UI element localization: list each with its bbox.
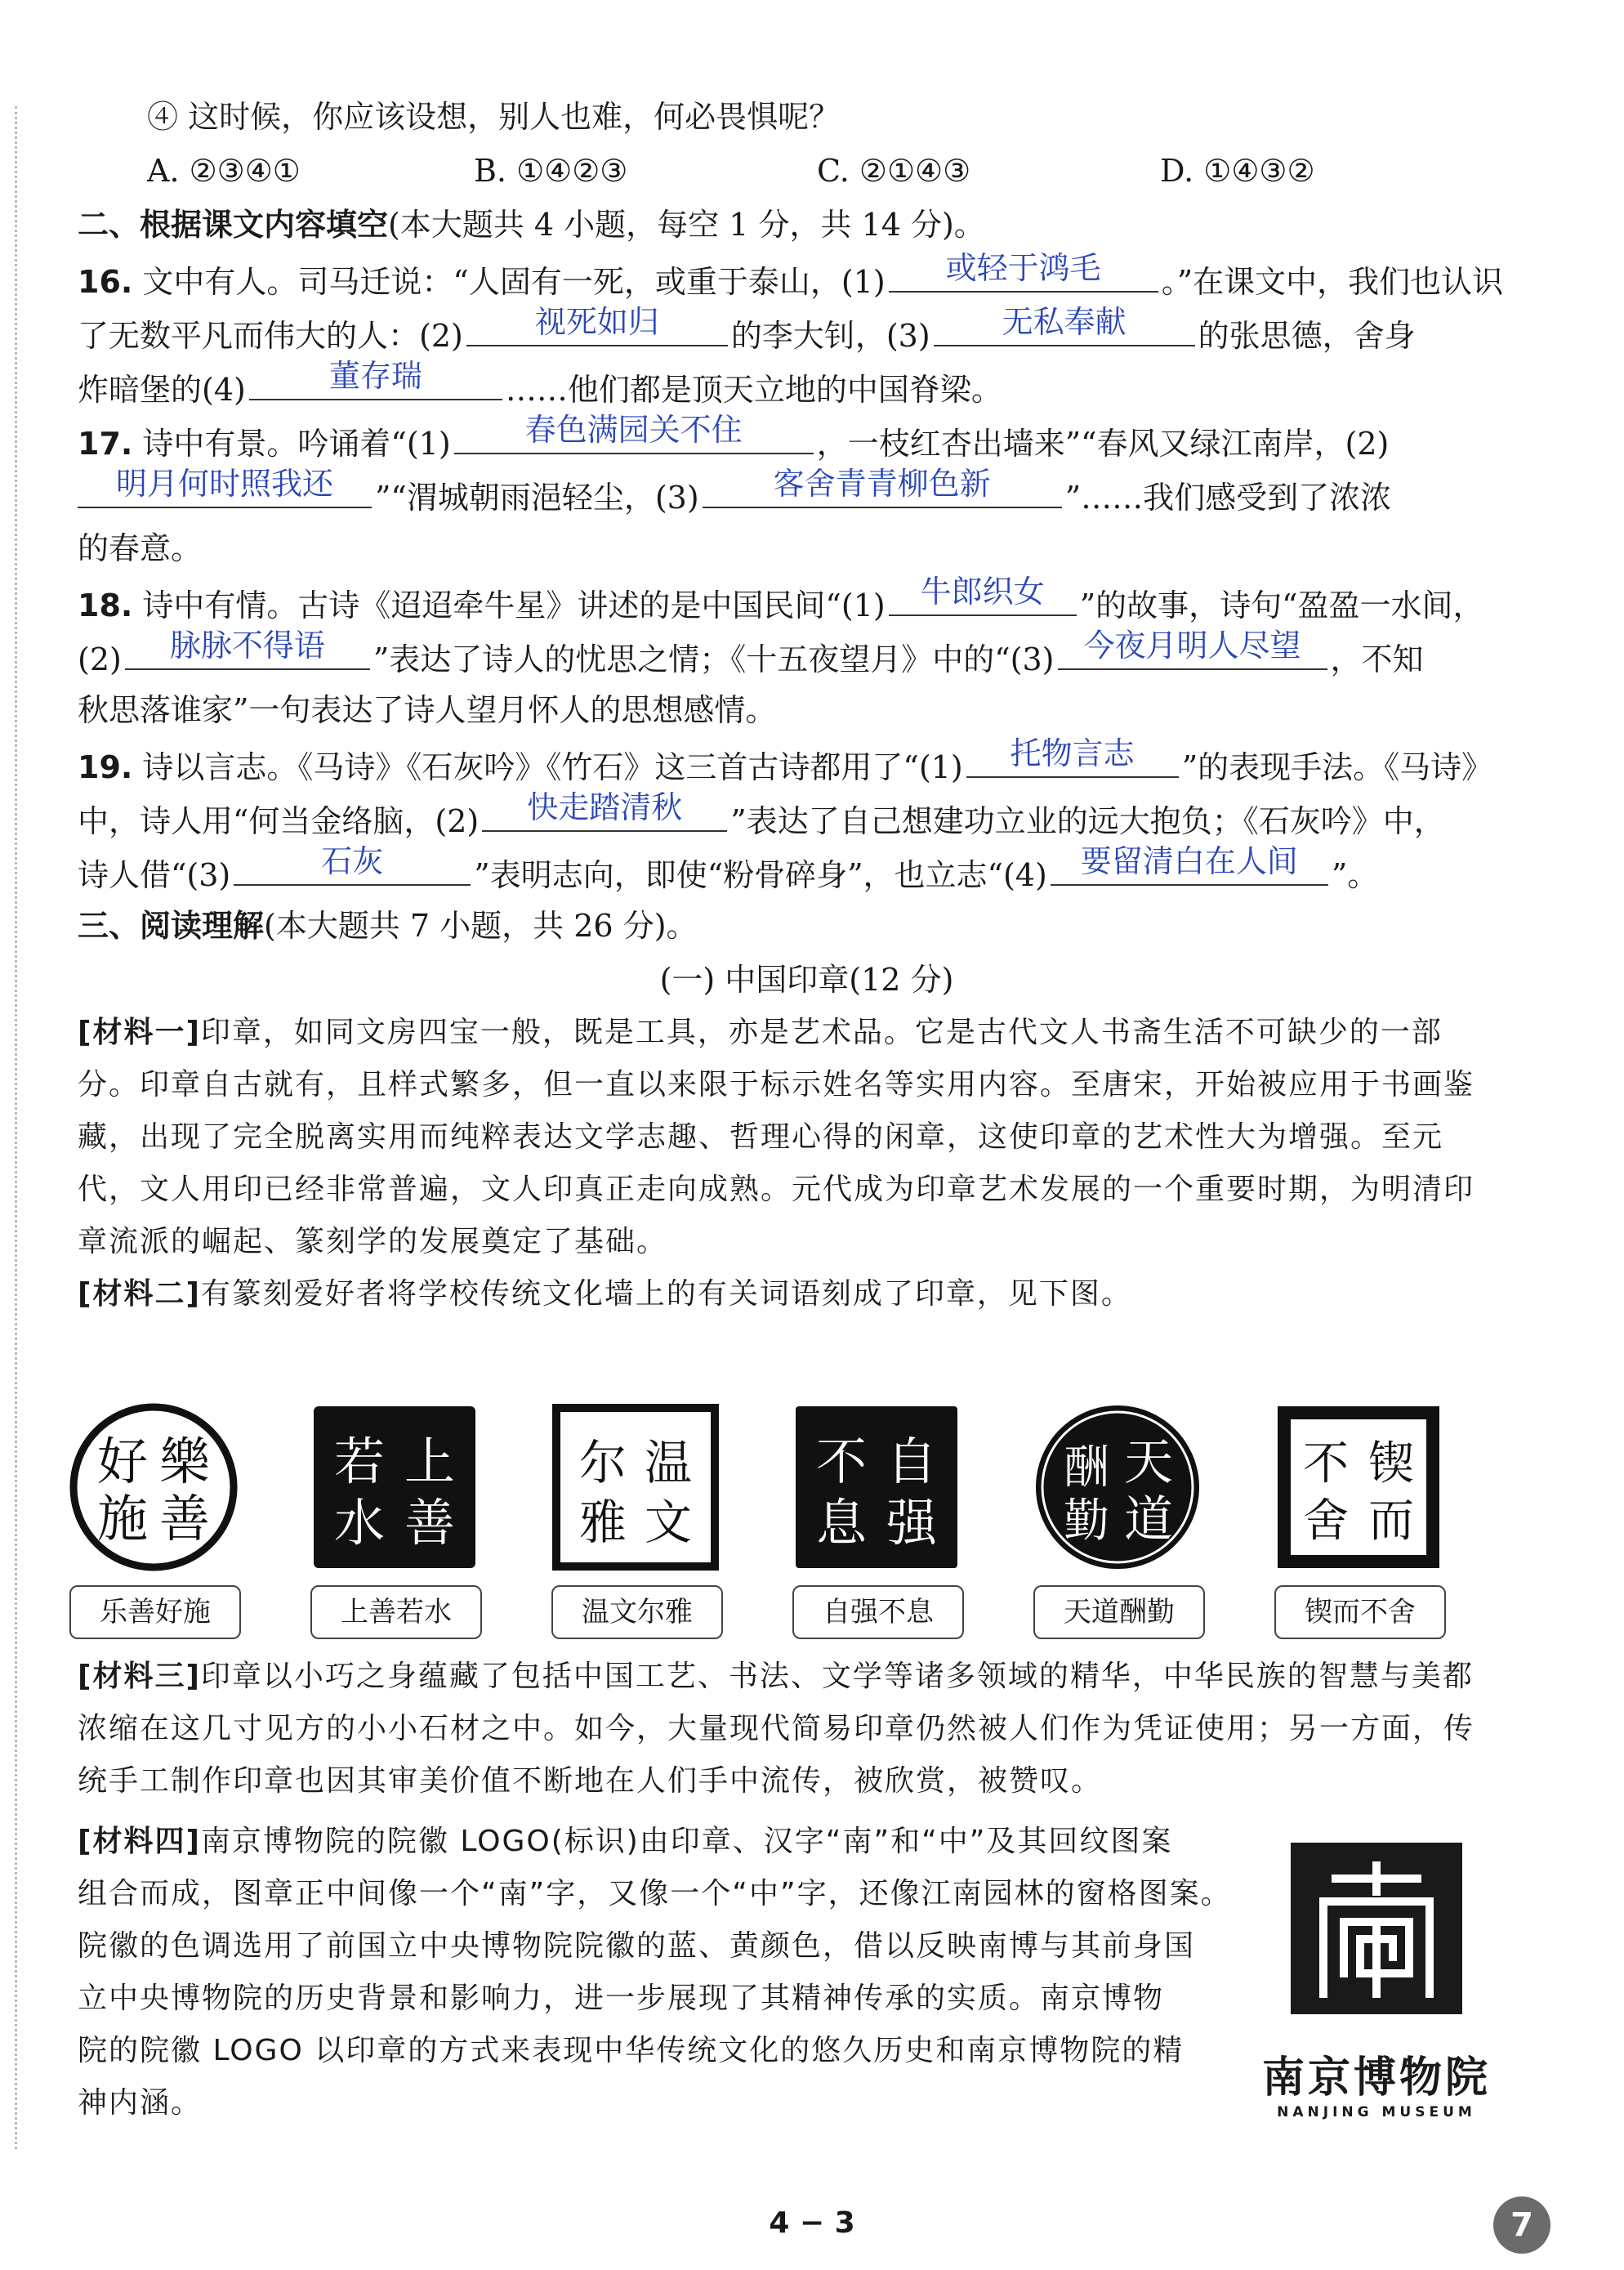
q17-line1 — [78, 413, 1536, 467]
q15-option-d: D. ①④③② — [1160, 153, 1315, 189]
q19-answer4: 要留清白在人间 — [1080, 843, 1298, 879]
seal-image-wen-wen-er-ya — [550, 1401, 721, 1573]
material1-line: 代，文人用印已经非常普遍，文人印真正走向成熟。元代成为印章艺术发展的一个重要时期，为明清印 — [78, 1173, 1475, 1206]
q17-blank2[interactable] — [78, 467, 372, 508]
q19-text4: ”表达了自己想建功立业的远大抱负；《石灰吟》中， — [730, 803, 1445, 839]
section3-title: 三、阅读理解 — [78, 908, 265, 944]
seal1-glyph-2: 善 — [158, 1489, 211, 1548]
material4-label: [材料四] — [78, 1825, 201, 1858]
seal-caption: 上善若水 — [310, 1585, 482, 1639]
seal5-glyph-1: 天 — [1124, 1434, 1173, 1491]
q19-line3 — [78, 845, 1536, 899]
seal2-glyph-1: 上 — [404, 1432, 456, 1491]
logo-english-name: NANJING MUSEUM — [1277, 2104, 1476, 2120]
q16-answer4: 董存瑞 — [328, 358, 422, 394]
material3 — [78, 1651, 1536, 1808]
section3-heading — [78, 899, 1536, 953]
q16-number: 16. — [78, 264, 133, 300]
q18-answer1: 牛郎织女 — [920, 574, 1045, 610]
material4-line: 院的院徽 LOGO 以印章的方式来表现中华传统文化的悠久历史和南京博物院的精 — [78, 2034, 1185, 2067]
q18-text4: ”表达了诗人的忧思之情；《十五夜望月》中的“(3) — [373, 641, 1055, 677]
q17-text4: ”……我们感受到了浓浓 — [1064, 480, 1392, 516]
seal5-glyph-2: 道 — [1124, 1491, 1173, 1548]
seal2-glyph-2: 善 — [404, 1493, 456, 1553]
q17-line3 — [78, 521, 1536, 575]
q18-blank3[interactable] — [1058, 629, 1327, 670]
material4-line: 立中央博物院的历史背景和影响力，进一步展现了其精神传承的实质。南京博物 — [78, 1982, 1165, 2015]
seal-caption: 温文尔雅 — [551, 1585, 723, 1639]
material1-label: [材料一] — [78, 1016, 201, 1049]
q15-options — [78, 144, 1536, 198]
material4-line: 组合而成，图章正中间像一个“南”字，又像一个“中”字，还像江南园林的窗格图案。 — [78, 1877, 1232, 1910]
section2-heading — [78, 198, 1536, 252]
material1 — [78, 1007, 1536, 1268]
q16-line2 — [78, 306, 1536, 360]
q18-number: 18. — [78, 588, 133, 623]
q19-blank4[interactable] — [1051, 845, 1328, 886]
q19-answer2: 快走踏清秋 — [527, 789, 683, 825]
q15-option-a: A. ②③④① — [147, 153, 301, 189]
q16-text6: 炸暗堡的(4) — [78, 372, 246, 408]
seal3-glyph-1: 温 — [644, 1435, 693, 1490]
seal3-glyph-3: 尔 — [578, 1435, 627, 1490]
seal6-glyph-4: 舍 — [1303, 1495, 1349, 1548]
material4 — [78, 1816, 1254, 2129]
q16-blank3[interactable] — [934, 306, 1195, 346]
q19-answer3: 石灰 — [321, 843, 384, 879]
q18-line3 — [78, 683, 1536, 737]
material3-text: 印章以小巧之身蕴藏了包括中国工艺、书法、文学等诸多领域的精华，中华民族的智慧与美都 — [200, 1660, 1474, 1693]
q16-blank4[interactable] — [249, 360, 502, 400]
q15-option-b: B. ①④②③ — [474, 153, 628, 189]
binding-margin-dotted-line — [15, 106, 17, 2149]
seal-image-tian-dao-chou-qin — [1032, 1401, 1203, 1573]
q16-text1: 文中有人。司马迁说：“人固有一死，或重于泰山，(1) — [142, 264, 886, 300]
q17-answer2: 明月何时照我还 — [115, 466, 333, 502]
q16-text4: 的李大钊，(3) — [730, 318, 930, 354]
seal-image-qie-er-bu-she — [1273, 1401, 1444, 1573]
material1-line: 藏，出现了完全脱离实用而纯粹表达文学志趣、哲理心得的闲章，这使印章的艺术性大为增强。至元 — [78, 1120, 1444, 1154]
material3-label: [材料三] — [78, 1660, 201, 1693]
q15-option-c: C. ②①④③ — [817, 153, 971, 189]
q19-text3: 中，诗人用“何当金络脑，(2) — [78, 803, 480, 839]
seal4-glyph-1: 自 — [886, 1432, 938, 1491]
q19-text6: ”表明志向，即使“粉骨碎身”，也立志“(4) — [474, 857, 1047, 893]
logo-chinese-name: 南京博物院 — [1261, 2053, 1491, 2102]
seal-caption: 乐善好施 — [69, 1585, 241, 1639]
section2-title: 二、根据课文内容填空 — [78, 207, 389, 243]
material4-line: 院徽的色调选用了前国立中央博物院院徽的蓝、黄颜色，借以反映南博与其前身国 — [78, 1929, 1196, 1963]
q17-blank1[interactable] — [454, 413, 814, 454]
seal-caption: 锲而不舍 — [1274, 1585, 1446, 1639]
q19-line2 — [78, 791, 1536, 845]
nanjing-museum-logo-emblem — [1291, 1843, 1462, 2014]
q16-answer1: 或轻于鸿毛 — [945, 250, 1101, 286]
q16-answer2: 视死如归 — [534, 304, 659, 340]
material4-text: 南京博物院的院徽 LOGO(标识)由印章、汉字“南”和“中”及其回纹图案 — [200, 1825, 1173, 1858]
material3-line: 浓缩在这几寸见方的小小石材之中。如今，大量现代简易印章仍然被人们作为凭证使用；另一方面，传 — [78, 1712, 1475, 1745]
q19-blank3[interactable] — [234, 845, 471, 886]
q16-text7: ……他们都是顶天立地的中国脊梁。 — [505, 372, 1002, 408]
q18-text3: (2) — [78, 641, 122, 677]
q18-blank1[interactable] — [889, 575, 1077, 616]
q17-text1: 诗中有景。吟诵着“(1) — [142, 426, 451, 462]
seal4-glyph-3: 不 — [815, 1432, 868, 1491]
q19-text2: ”的表现手法。《马诗》 — [1181, 749, 1493, 785]
material4-line: 神内涵。 — [78, 2086, 203, 2120]
q19-blank1[interactable] — [966, 737, 1179, 778]
seal-gallery — [64, 1401, 1452, 1647]
seal-caption: 自强不息 — [792, 1585, 964, 1639]
seal1-glyph-3: 好 — [96, 1432, 149, 1491]
material2-text: 有篆刻爱好者将学校传统文化墙上的有关词语刻成了印章，见下图。 — [200, 1277, 1132, 1311]
seal4-glyph-2: 强 — [886, 1493, 938, 1553]
seal-caption: 天道酬勤 — [1033, 1585, 1205, 1639]
material1-line — [78, 1007, 1536, 1059]
q19-blank2[interactable] — [482, 791, 727, 832]
q19-line1 — [78, 737, 1536, 791]
material1-text: 印章，如同文房四宝一般，既是工具，亦是艺术品。它是古代文人书斋生活不可缺少的一部 — [200, 1016, 1443, 1049]
seal1-glyph-1: 樂 — [158, 1432, 211, 1491]
seal1-glyph-4: 施 — [96, 1489, 149, 1548]
q17-answer1: 春色满园关不住 — [524, 412, 743, 448]
q16-text3: 了无数平凡而伟大的人：(2) — [78, 318, 463, 354]
q19-answer1: 托物言志 — [1010, 735, 1135, 771]
seal-image-le-shan-hao-shi — [68, 1401, 239, 1573]
q18-text2: ”的故事，诗句“盈盈一水间， — [1079, 588, 1484, 623]
q17-answer3: 客舍青青柳色新 — [773, 466, 991, 502]
section3-note: (本大题共 7 小题，共 26 分)。 — [264, 908, 698, 944]
q16-blank2[interactable] — [466, 306, 728, 346]
page-footer-code: 4 − 3 — [769, 2206, 855, 2240]
q18-answer2: 脉脉不得语 — [169, 628, 325, 664]
q16-answer3: 无私奉献 — [1002, 304, 1127, 340]
q17-line2 — [78, 467, 1536, 521]
q16-text5: 的张思德，舍身 — [1198, 318, 1416, 354]
material3-line — [78, 1651, 1536, 1703]
seal2-glyph-3: 若 — [333, 1432, 386, 1491]
q18-text6: 秋思落谁家”一句表达了诗人望月怀人的思想感情。 — [78, 692, 777, 728]
seal6-glyph-1: 锲 — [1368, 1437, 1414, 1490]
q16-blank1[interactable] — [889, 252, 1158, 293]
seal5-glyph-4: 勤 — [1064, 1495, 1109, 1548]
material1-line: 章流派的崛起、篆刻学的发展奠定了基础。 — [78, 1225, 668, 1258]
material1-line: 分。印章自古就有，且样式繁多，但一直以来限于标示姓名等实用内容。至唐宋，开始被应用于书画鉴 — [78, 1068, 1475, 1101]
part1-title: (一) 中国印章(12 分) — [659, 962, 954, 998]
q17-text2: ，一枝红杏出墙来”“春风又绿江南岸，(2) — [816, 426, 1390, 462]
q19-text5: 诗人借“(3) — [78, 857, 231, 893]
q18-line2 — [78, 629, 1536, 683]
q18-answer3: 今夜月明人尽望 — [1083, 628, 1301, 664]
page-number-badge: 7 — [1493, 2196, 1550, 2254]
seal6-glyph-3: 不 — [1303, 1437, 1349, 1490]
seal-image-shang-shan-ruo-shui — [309, 1401, 480, 1573]
seal3-glyph-2: 文 — [644, 1495, 693, 1550]
q19-number: 19. — [78, 749, 133, 785]
q18-text5: ，不知 — [1330, 641, 1424, 677]
q17-blank3[interactable] — [703, 467, 1062, 508]
exam-page — [78, 90, 1536, 1320]
material2 — [78, 1268, 1536, 1320]
seal5-glyph-3: 酬 — [1064, 1441, 1109, 1495]
q17-number: 17. — [78, 426, 133, 462]
q15-item4: ④ 这时候，你应该设想，别人也难，何必畏惧呢？ — [147, 99, 841, 135]
q16-text2: 。”在课文中，我们也认识 — [1161, 264, 1504, 300]
q19-text7: ”。 — [1331, 857, 1379, 893]
material2-label: [材料二] — [78, 1277, 201, 1311]
q18-text1: 诗中有情。古诗《迢迢牵牛星》讲述的是中国民间“(1) — [142, 588, 886, 623]
material4-line — [78, 1816, 1254, 1868]
q16-line3 — [78, 360, 1536, 413]
section2-note: (本大题共 4 小题，每空 1 分，共 14 分)。 — [388, 207, 985, 243]
seal3-glyph-4: 雅 — [578, 1495, 627, 1550]
material3-line: 统手工制作印章也因其审美价值不断地在人们手中流传，被欣赏，被赞叹。 — [78, 1764, 1103, 1798]
q17-text5: 的春意。 — [78, 530, 203, 566]
q17-text3: ”“渭城朝雨浥轻尘，(3) — [375, 480, 699, 516]
q16-line1 — [78, 252, 1536, 306]
q19-text1: 诗以言志。《马诗》《石灰吟》《竹石》这三首古诗都用了“(1) — [142, 749, 963, 785]
q18-blank2[interactable] — [125, 629, 370, 670]
seal6-glyph-2: 而 — [1368, 1495, 1414, 1548]
seal-image-zi-qiang-bu-xi — [791, 1401, 962, 1573]
seal2-glyph-4: 水 — [333, 1493, 386, 1553]
q18-line1 — [78, 575, 1536, 629]
seal4-glyph-4: 息 — [815, 1493, 868, 1553]
